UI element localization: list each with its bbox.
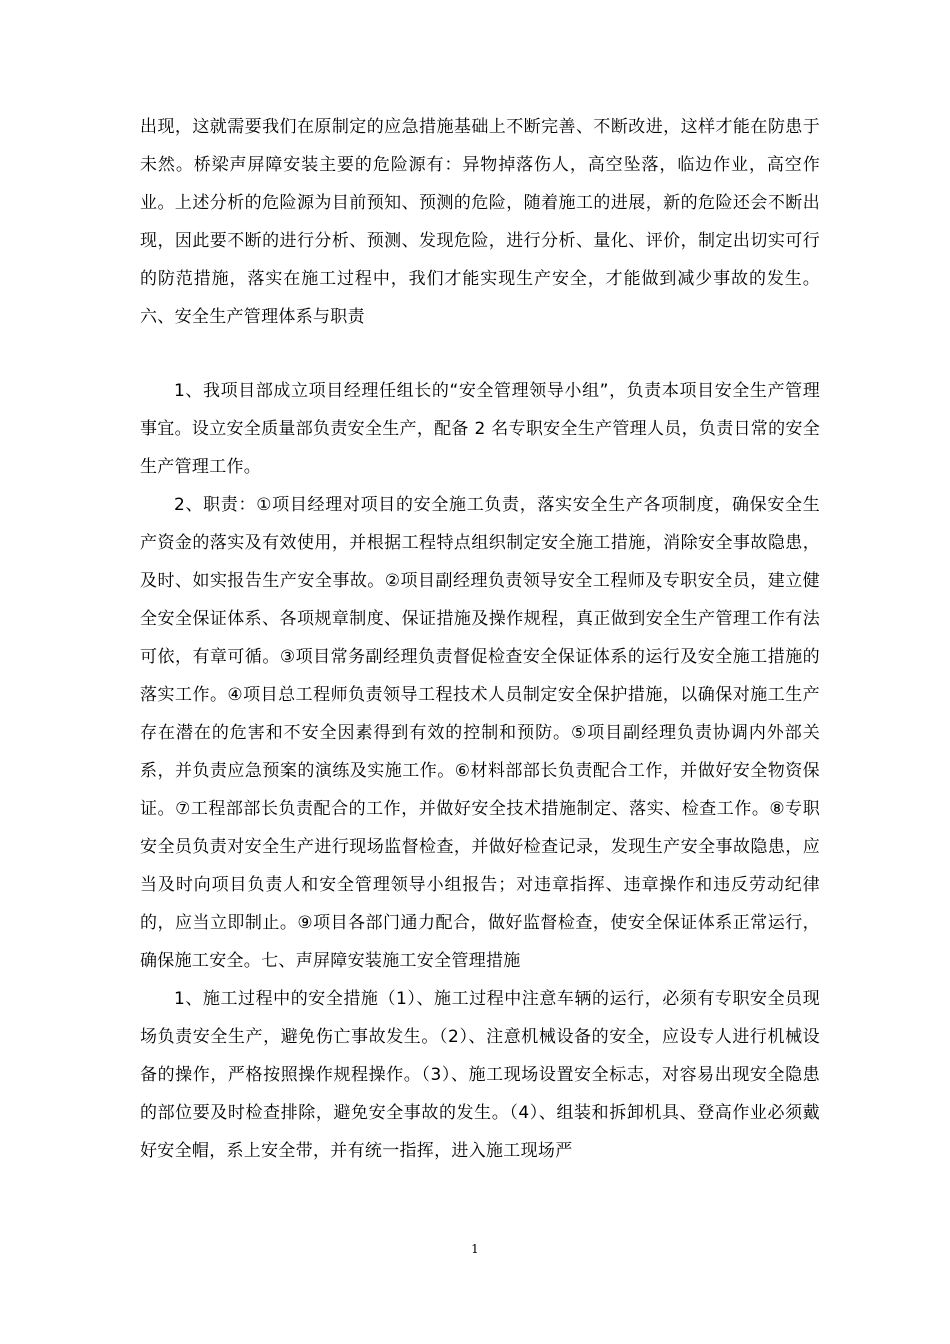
paragraph-hazard-analysis: 出现，这就需要我们在原制定的应急措施基础上不断完善、不断改进，这样才能在防患于未然。桥梁声屏障安装主要的危险源有：异物掉落伤人，高空坠落，临边作业，高空作业。上述分析的危险源为目前预知、预测的危险，随着施工的进展，新的危险还会不断出现，因此要不断的进行分析、预测、发现危险，进行分析、量化、评价，制定出切实可行的防范措施，落实在施工过程中，我们才能实现生产安全，才能做到减少事故的发生。六、安全生产管理体系与职责 xyxy=(140,117,820,327)
page-body xyxy=(140,108,820,1170)
paragraph-safety-leadership-group: 1、我项目部成立项目经理任组长的“安全管理领导小组”，负责本项目安全生产管理事宜。设立安全质量部负责安全生产，配备 2 名专职安全生产管理人员，负责日常的安全生产管理工作。 xyxy=(140,381,820,477)
page-number: 1 xyxy=(471,1242,479,1256)
paragraph-construction-safety-measures: 1、施工过程中的安全措施（1）、施工过程中注意车辆的运行，必须有专职安全员现场负责安全生产，避免伤亡事故发生。（2）、注意机械设备的安全，应设专人进行机械设备的操作，严格按照操作规程操作。（3）、施工现场设置安全标志，对容易出现安全隐患的部位要及时检查排除，避免安全事故的发生。（4）、组装和拆卸机具、登高作业必须戴好安全帽，系上安全带，并有统一指挥，进入施工现场严 xyxy=(140,989,820,1161)
paragraph-responsibilities: 2、职责：①项目经理对项目的安全施工负责，落实安全生产各项制度，确保安全生产资金的落实及有效使用，并根据工程特点组织制定安全施工措施，消除安全事故隐患，及时、如实报告生产安全事故。②项目副经理负责领导安全工程师及专职安全员，建立健全安全保证体系、各项规章制度、保证措施及操作规程，真正做到安全生产管理工作有法可依，有章可循。③项目常务副经理负责督促检查安全保证体系的运行及安全施工措施的落实工作。④项目总工程师负责领导工程技术人员制定安全保护措施，以确保对施工生产存在潜在的危害和不安全因素得到有效的控制和预防。⑤项目副经理负责协调内外部关系，并负责应急预案的演练及实施工作。⑥材料部部长负责配合工作，并做好安全物资保证。⑦工程部部长负责配合的工作，并做好安全技术措施制定、落实、检查工作。⑧专职安全员负责对安全生产进行现场监督检查，并做好检查记录，发现生产安全事故隐患，应当及时向项目负责人和安全管理领导小组报告；对违章指挥、违章操作和违反劳动纪律的，应当立即制止。⑨项目各部门通力配合，做好监督检查，使安全保证体系正常运行，确保施工安全。七、声屏障安装施工安全管理措施 xyxy=(140,495,820,971)
